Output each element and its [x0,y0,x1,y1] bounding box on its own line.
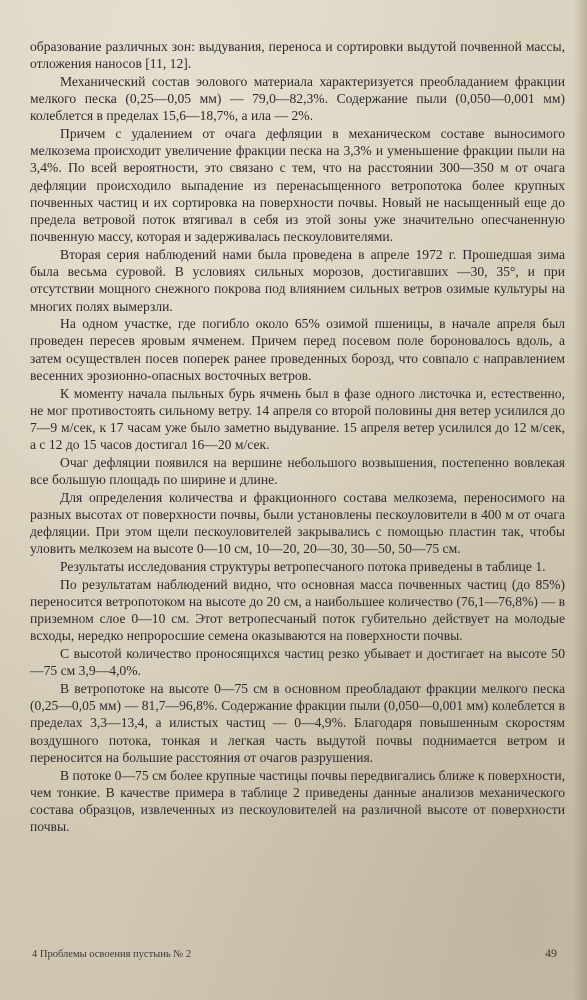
paragraph-deflation-focus: Очаг дефляции появился на вершине небольшого возвышения, постепенно вовлекая все большую площадь по ширине и длине. [30,454,565,488]
page-footer [32,946,557,964]
paragraph-reseeding: На одном участке, где погибло около 65% озимой пшеницы, в начале апреля был проведен пересев яровым ячменем. Причем перед посевом поле бороновалось вдоль, а затем осуществлен посев поперек ранее проведенных борозд, что совпало с направлением весенних эрозионно-опасных восточных ветров. [30,316,565,383]
paragraph-table-2-ref: В потоке 0—75 см более крупные частицы почвы передвигались ближе к поверхности, чем тонкие. В качестве примера в таблице 2 приведены данные анализов механического состава образцов, извлеченных из пескоуловителей на различной высоте от поверхности почвы. [30,767,565,835]
paragraph-sand-traps: Для определения количества и фракционного состава мелкозема, переносимого на разных высотах от поверхности почвы, были установлены пескоуловители в 400 м от очага дефляции. При этом щели пескоуловителей закрывались с помощью пластин так, чтобы уловить мелкозем на высоте 0—10 см, 10—20, 20—30, 30—50, 50—75 см. [30,489,565,557]
paragraph-height-decrease: С высотой количество проносящихся частиц резко убывает и достигает на высоте 50—75 см 3,9—4,0%. [30,646,565,679]
paragraph-fractions: В ветропотоке на высоте 0—75 см в основном преобладают фракции мелкого песка (0,25—0,05 мм) — 81,7—96,8%. Содержание фракции пыли (0,050—0,001 мм) колеблется в пределах 3,3—13,4, а илистых частиц — 0—4,9%. Благодаря повышенным скоростям воздушного потока, тонкая и легкая часть выдутой почвы поднимается ветром и переносится на большие расстояния от очагов разрушения. [30,681,565,765]
paragraph-distance-effect: Причем с удалением от очага дефляции в механическом составе выносимого мелкозема происходит увеличение фракции песка на 3,3% и уменьшение фракции пыли на 3,4%. По всей вероятности, это связано с тем, что на расстоянии 300—350 м от очага дефляции происходило выпадение из перенасыщенного ветропотока более крупных почвенных частиц и их сортировка на поверхности почвы. Новый не насыщенный еще до предела ветровой поток втягивал в себя из этой зоны уже значительно опесчаненную почвенную массу, которая и задерживалась пескоуловителями. [30,126,565,245]
page-number: 49 [545,946,557,960]
paragraph-dust-storms: К моменту начала пыльных бурь ячмень был в фазе одного листочка и, естественно, не мог противостоять сильному ветру. 14 апреля со второй половины дня ветер усилился до 7—9 м/сек, к 17 часам уже было заметно выдувание. 15 апреля ветер усилился до 12 м/сек, а с 12 до 15 часов достигал 16—20 м/сек. [30,385,565,453]
paragraph-observation-results: По результатам наблюдений видно, что основная масса почвенных частиц (до 85%) переносится ветропотоком на высоте до 20 см, а наибольшее количество (76,1—76,8%) — в приземном слое 0—10 см. Этот ветропесчаный поток губительно действует на молодые всходы, нередко непроросшие семена оказываются на поверхности почвы. [30,576,565,644]
page-body-text [30,38,565,835]
page-edge-shadow [573,0,587,1000]
paragraph-second-series: Вторая серия наблюдений нами была проведена в апреле 1972 г. Прошедшая зима была весьма суровой. В условиях сильных морозов, достигавших —30, 35°, и при отсутствии мощного снежного покрова под влиянием сильных ветров озимые культуры на многих полях вымерзли. [30,246,565,314]
paragraph-table-1-ref: Результаты исследования структуры ветропесчаного потока приведены в таблице 1. [60,559,546,575]
paragraph-continuation: образование различных зон: выдувания, переноса и сортировки выдутой почвенной массы, отложения наносов [11, 12]. [30,39,565,72]
paragraph-mechanical-composition: Механический состав эолового материала характеризуется преобладанием фракции мелкого песка (0,25—0,05 мм) — 79,0—82,3%. Содержание пыли (0,050—0,001 мм) колеблется в пределах 15,6—18,7%, а ила — 2%. [30,73,565,124]
printer-signature: 4 Проблемы освоения пустынь № 2 [32,949,192,960]
